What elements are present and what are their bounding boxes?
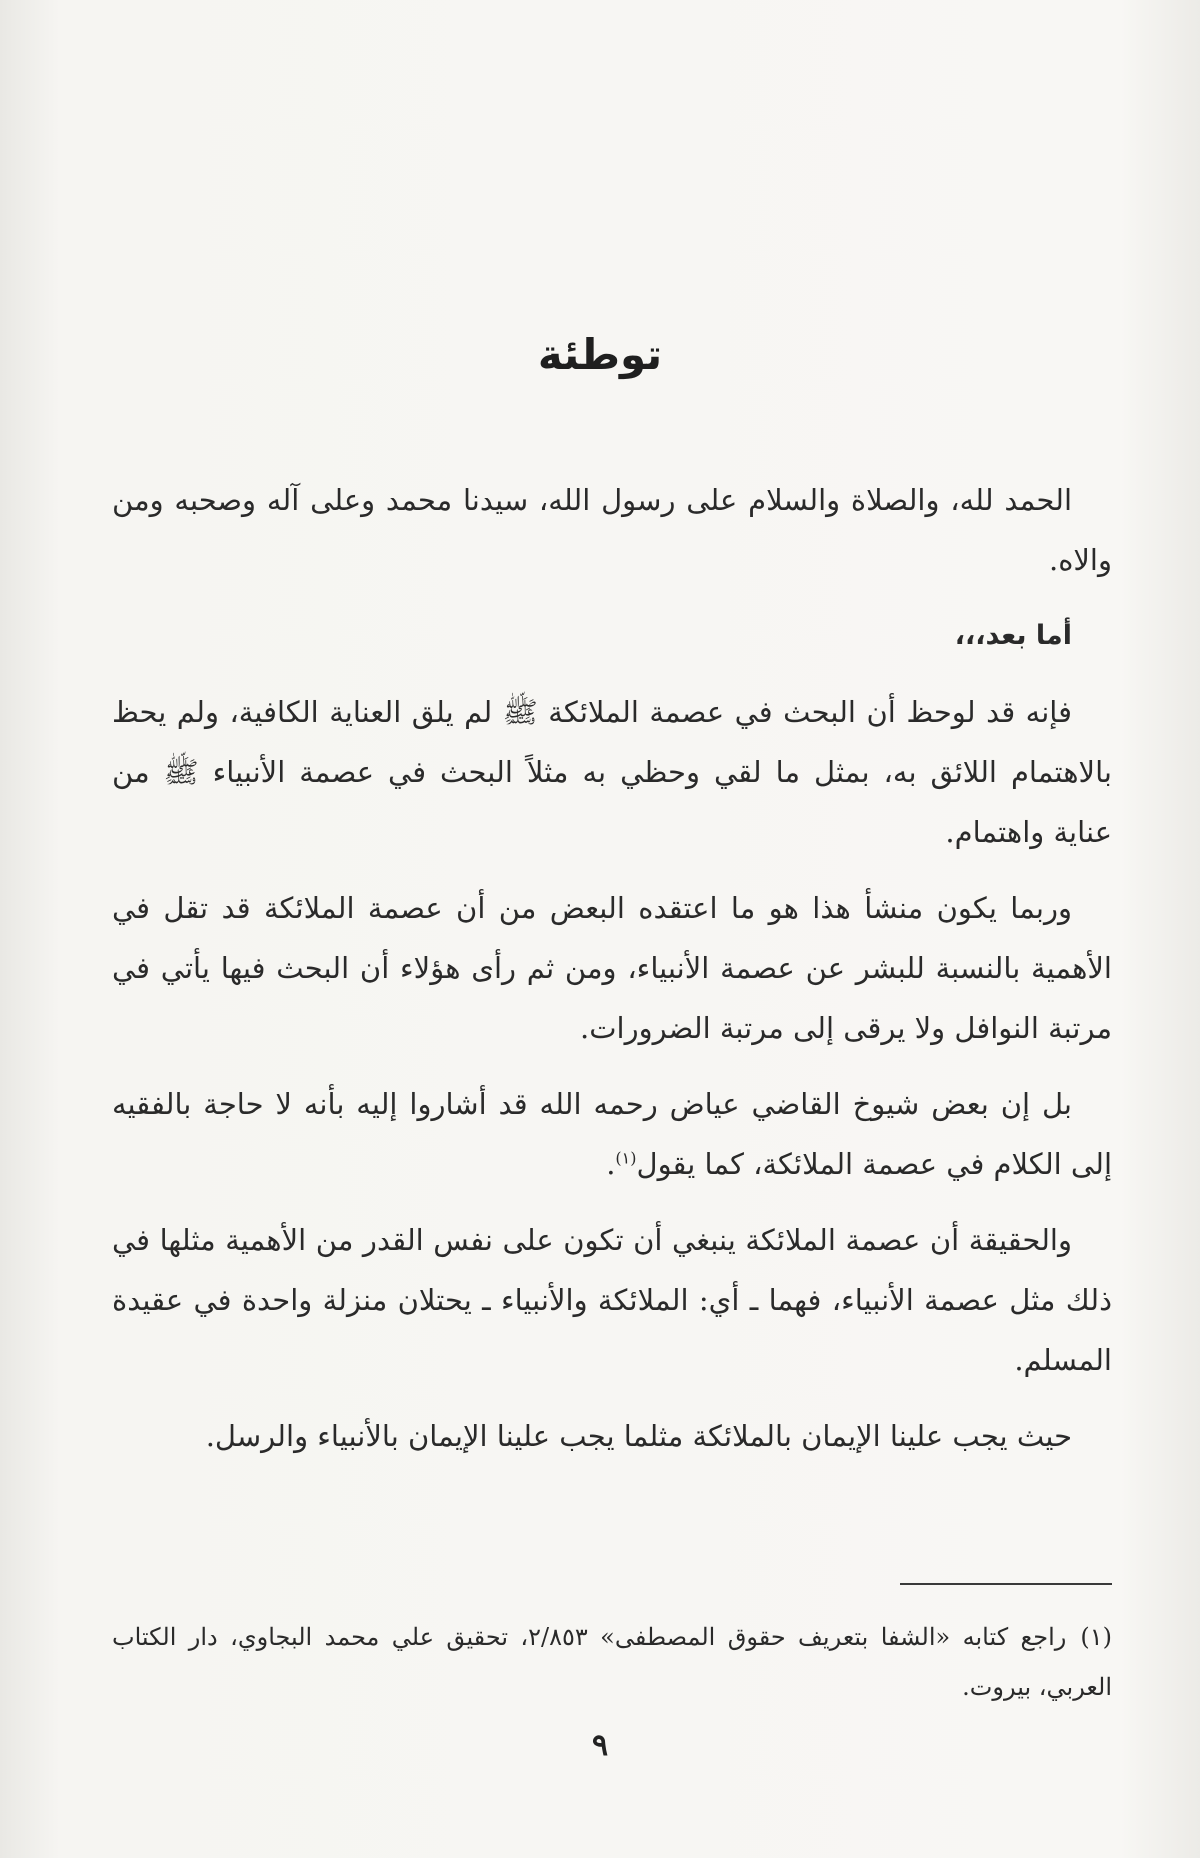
- paragraph-faith: حيث يجب علينا الإيمان بالملائكة مثلما يجب علينا الإيمان بالأنبياء والرسل.: [205, 1419, 1072, 1453]
- paragraph-qadi-iyad-text: بل إن بعض شيوخ القاضي عياض رحمه الله قد أشاروا إليه بأنه لا حاجة بالفقيه إلى الكلام في عصمة الملائكة، كما يقول: [112, 1087, 1112, 1181]
- footnote-reference[interactable]: (١): [615, 1148, 637, 1168]
- paragraph-amma-baad: أما بعد،،،: [954, 620, 1072, 651]
- paragraph-qadi-iyad-end: .: [606, 1147, 616, 1181]
- paragraph-qadi-iyad: [112, 1074, 1112, 1194]
- footnote: [112, 1612, 1112, 1712]
- body-text: [112, 470, 1112, 1482]
- paragraph-opening: الحمد لله، والصلاة والسلام على رسول الله، سيدنا محمد وعلى آله وصحبه ومن والاه.: [112, 483, 1112, 577]
- footnote-marker: (١): [1080, 1623, 1112, 1651]
- footnote-text: راجع كتابه «الشفا بتعريف حقوق المصطفى» ٢/٨٥٣، تحقيق علي محمد البجاوي، دار الكتاب العربي، بيروت.: [112, 1623, 1112, 1701]
- page-number: ٩: [591, 1728, 609, 1763]
- footnote-divider: [900, 1583, 1112, 1585]
- paragraph-origin: وربما يكون منشأ هذا هو ما اعتقده البعض من أن عصمة الملائكة قد تقل في الأهمية بالنسبة للبشر عن عصمة الأنبياء، ومن ثم رأى هؤلاء أن البحث فيها يأتي في مرتبة النوافل ولا يرقى إلى مرتبة الضرورات.: [112, 891, 1112, 1045]
- paragraph-observation: فإنه قد لوحظ أن البحث في عصمة الملائكة ﷺ لم يلق العناية الكافية، ولم يحظ بالاهتمام اللائق به، بمثل ما لقي وحظي به مثلاً البحث في عصمة الأنبياء ﷺ من عناية واهتمام.: [112, 695, 1112, 849]
- paragraph-truth: والحقيقة أن عصمة الملائكة ينبغي أن تكون على نفس القدر من الأهمية مثلها في ذلك مثل عصمة الأنبياء، فهما ـ أي: الملائكة والأنبياء ـ يحتلان منزلة واحدة في عقيدة المسلم.: [112, 1223, 1112, 1377]
- page-title: توطئة: [537, 330, 663, 379]
